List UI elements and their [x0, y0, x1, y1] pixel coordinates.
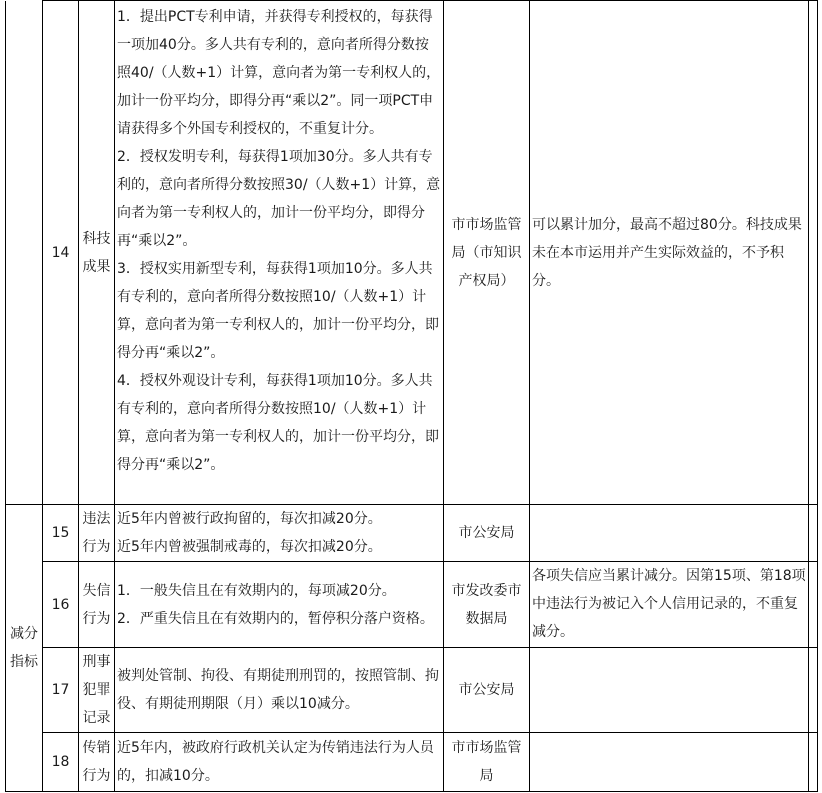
extra-cell	[809, 648, 818, 733]
criteria-cell	[115, 505, 444, 562]
criteria-cell	[115, 562, 444, 648]
note-cell	[530, 733, 809, 792]
extra-cell	[809, 562, 818, 648]
department-cell: 市市场监管局	[444, 733, 530, 792]
row-number: 16	[43, 562, 79, 648]
table-row	[6, 1, 818, 505]
criteria-item: 2．严重失信且在有效期内的，暂停积分落户资格。	[117, 610, 434, 627]
criteria-item: 3．授权实用新型专利，每获得1项加10分。多人共有专利的，意向者所得分数按照10/（人数+1）计算，意向者为第一专利权人的，加计一份平均分，即得分再“乘以2”。	[117, 261, 439, 361]
indicator-name: 传销行为	[79, 733, 115, 792]
note-cell	[530, 648, 809, 733]
criteria-cell: 近5年内，被政府行政机关认定为传销违法行为人员的，扣减10分。	[115, 733, 444, 792]
table-row	[6, 733, 818, 792]
criteria-item: 1．提出PCT专利申请，并获得专利授权的，每获得一项加40分。多人共有专利的，意向者所得分数按照40/（人数+1）计算，意向者为第一专利权人的，加计一份平均分，即得分再“乘以2”。同一项PCT申请获得多个外国专利授权的，不重复计分。	[117, 9, 441, 137]
extra-cell	[809, 733, 818, 792]
department-cell: 市发改委市数据局	[444, 562, 530, 648]
category-cell	[6, 1, 43, 505]
row-number: 14	[43, 1, 79, 505]
table-row	[6, 562, 818, 648]
note-cell	[530, 505, 809, 562]
extra-cell	[809, 1, 818, 505]
indicator-name: 刑事犯罪记录	[79, 648, 115, 733]
criteria-cell: 被判处管制、拘役、有期徒刑刑罚的，按照管制、拘役、有期徒刑期限（月）乘以10减分。	[115, 648, 444, 733]
category-label: 减分指标	[6, 505, 43, 792]
criteria-item: 近5年内曾被行政拘留的，每次扣减20分。	[117, 511, 382, 527]
extra-cell	[809, 505, 818, 562]
criteria-cell	[115, 1, 444, 505]
criteria-item: 近5年内曾被强制戒毒的，每次扣减20分。	[117, 539, 382, 555]
criteria-item: 1．一般失信且在有效期内的，每项减20分。	[117, 582, 396, 599]
department-cell: 市公安局	[444, 505, 530, 562]
department-cell: 市市场监管局（市知识产权局）	[444, 1, 530, 505]
points-table	[5, 0, 818, 792]
table-row	[6, 505, 818, 562]
indicator-name: 科技成果	[79, 1, 115, 505]
table-row	[6, 648, 818, 733]
indicator-name: 失信行为	[79, 562, 115, 648]
criteria-item: 2．授权发明专利，每获得1项加30分。多人共有专利的，意向者所得分数按照30/（人数+1）计算，意向者为第一专利权人的，加计一份平均分，即得分再“乘以2”。	[117, 149, 441, 249]
indicator-name: 违法行为	[79, 505, 115, 562]
department-cell: 市公安局	[444, 648, 530, 733]
row-number: 17	[43, 648, 79, 733]
note-cell: 各项失信应当累计减分。因第15项、第18项中违法行为被记入个人信用记录的，不重复减分。	[530, 562, 809, 648]
note-cell: 可以累计加分，最高不超过80分。科技成果未在本市运用并产生实际效益的，不予积分。	[530, 1, 809, 505]
row-number: 18	[43, 733, 79, 792]
criteria-item: 4．授权外观设计专利，每获得1项加10分。多人共有专利的，意向者所得分数按照10/（人数+1）计算，意向者为第一专利权人的，加计一份平均分，即得分再“乘以2”。	[117, 373, 439, 473]
row-number: 15	[43, 505, 79, 562]
